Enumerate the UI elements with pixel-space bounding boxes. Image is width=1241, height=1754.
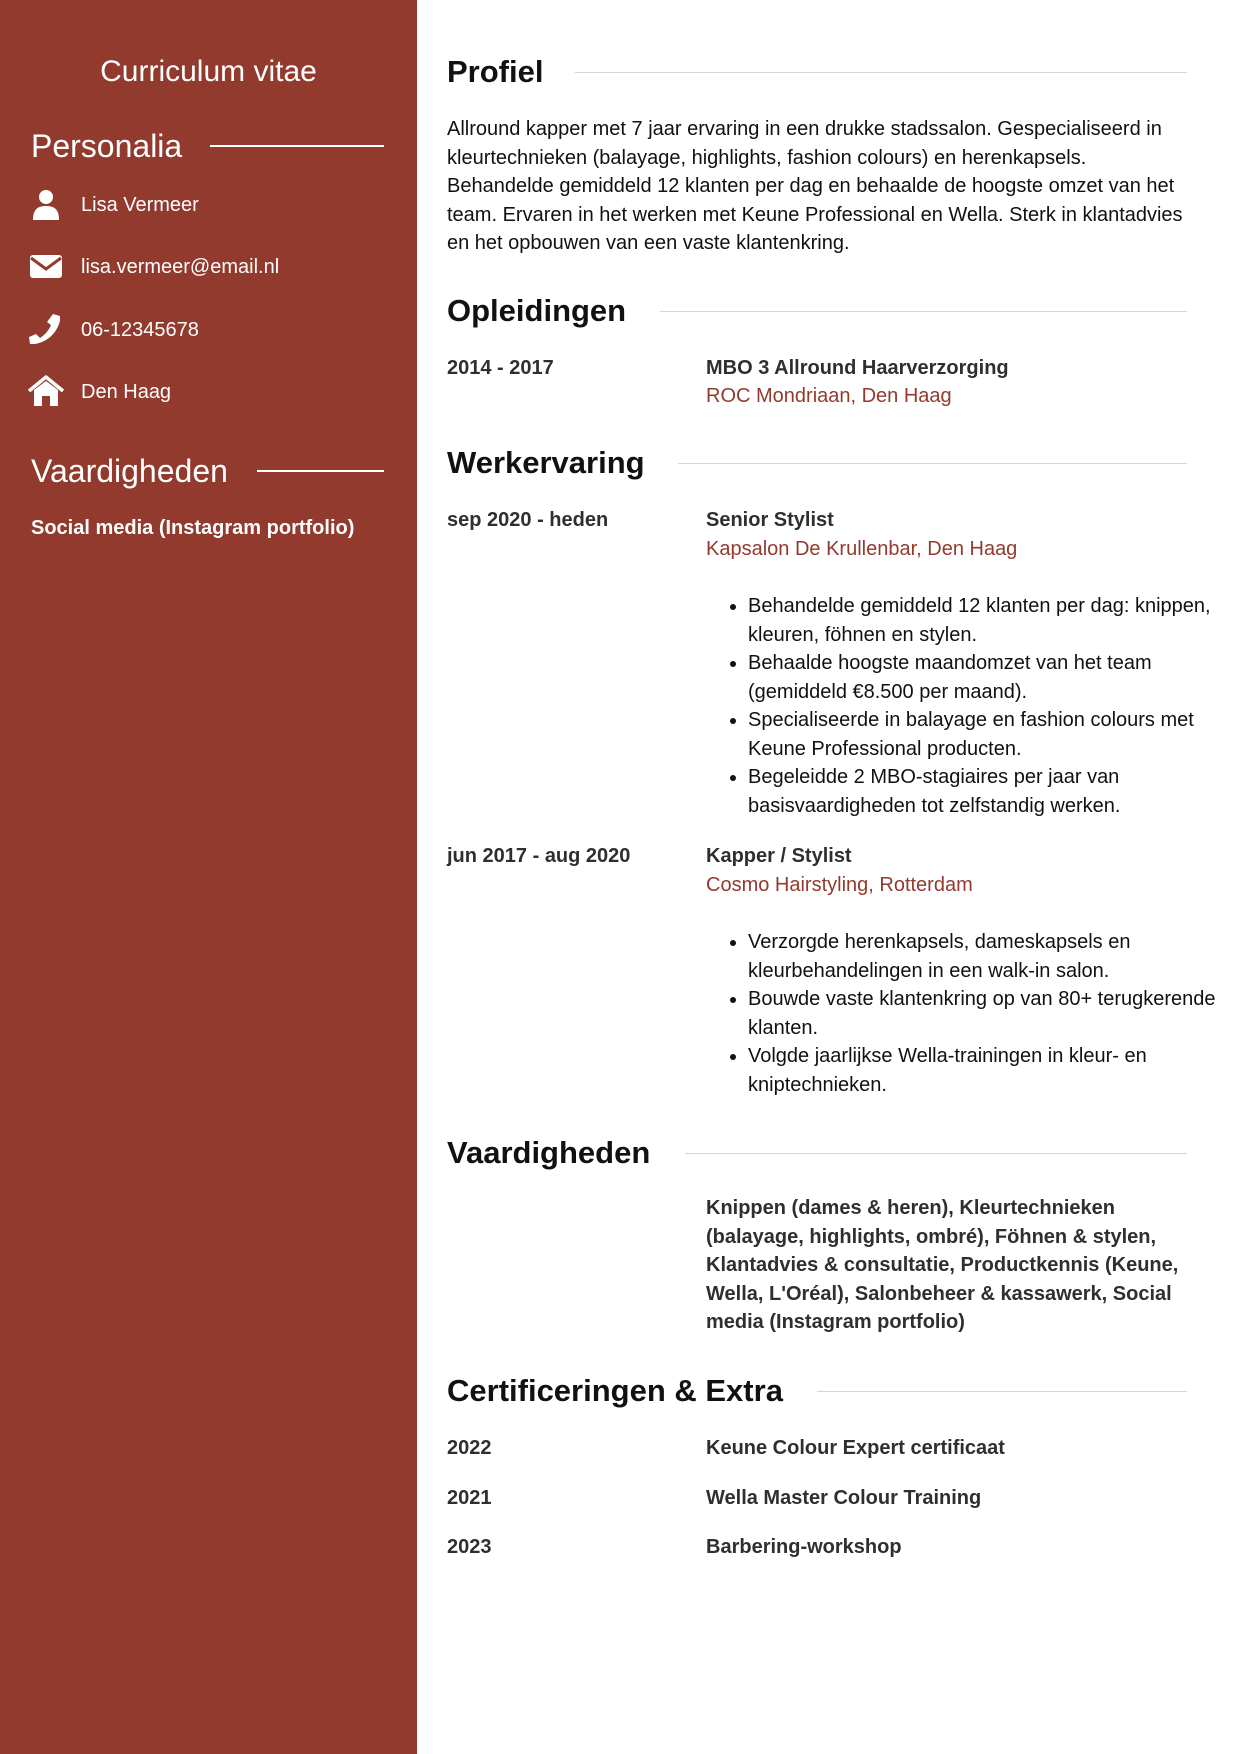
contact-email[interactable] bbox=[28, 246, 398, 286]
user-icon bbox=[28, 188, 64, 220]
contact-name bbox=[28, 184, 398, 224]
sidebar-skill-item: Social media (Instagram portfolio) bbox=[31, 517, 355, 539]
education-title: MBO 3 Allround Haarverzorging bbox=[706, 357, 1009, 379]
contact-name-text: Lisa Vermeer bbox=[81, 194, 199, 216]
education-rule bbox=[660, 311, 1187, 312]
job-1-bullets bbox=[706, 592, 1218, 820]
job-1-employer: Kapsalon De Krullenbar, Den Haag bbox=[706, 538, 1018, 560]
cv-title: Curriculum vitae bbox=[100, 55, 317, 88]
experience-rule bbox=[678, 463, 1187, 464]
job-1-date: sep 2020 - heden bbox=[447, 509, 609, 531]
contact-email-text[interactable]: lisa.vermeer@email.nl bbox=[81, 256, 280, 278]
skills-text: Knippen (dames & heren), Kleurtechnieken (balayage, highlights, ombré), Föhnen & stylen, Klantadvies & consultatie, Productkennis (Keune, Wella, L'Oréal), Salonbeheer & kassawerk, Social media (Instagram portfolio) bbox=[706, 1197, 1179, 1333]
job-2-title: Kapper / Stylist bbox=[706, 845, 852, 867]
sidebar bbox=[0, 0, 417, 1754]
list-item: • Volgde jaarlijkse Wella-trainingen in kleur- en kniptechnieken. bbox=[748, 1042, 1218, 1099]
phone-icon bbox=[28, 313, 64, 345]
profile-text: Allround kapper met 7 jaar ervaring in een drukke stadssalon. Gespecialiseerd in kleurtechnieken (balayage, highlights, fashion colours) en herenkapsels. Behandelde gemiddeld 12 klanten per dag en behaalde de hoogste omzet van het team. Ervaren in het werken met Keune Professional en Wella. Sterk in klantadvies en het opbouwen van een vaste klantenkring. bbox=[447, 118, 1183, 254]
cert-2-year: 2021 bbox=[447, 1487, 492, 1509]
experience-heading: Werkervaring bbox=[447, 445, 645, 480]
skills-heading: Vaardigheden bbox=[447, 1135, 651, 1170]
certifications-heading: Certificeringen & Extra bbox=[447, 1373, 783, 1408]
main-content bbox=[417, 0, 1241, 1754]
job-2-bullets bbox=[706, 928, 1218, 1099]
list-item: • Behandelde gemiddeld 12 klanten per dag: knippen, kleuren, föhnen en stylen. bbox=[748, 592, 1218, 649]
contact-phone[interactable] bbox=[28, 309, 398, 349]
personalia-heading: Personalia bbox=[31, 128, 183, 164]
cert-2-title: Wella Master Colour Training bbox=[706, 1487, 982, 1509]
list-item: • Behaalde hoogste maandomzet van het team (gemiddeld €8.500 per maand). bbox=[748, 649, 1218, 706]
home-icon bbox=[28, 375, 64, 407]
personalia-rule bbox=[210, 145, 384, 147]
education-date: 2014 - 2017 bbox=[447, 357, 554, 379]
education-institution: ROC Mondriaan, Den Haag bbox=[706, 385, 952, 407]
cert-3-title: Barbering-workshop bbox=[706, 1536, 902, 1558]
cert-1-title: Keune Colour Expert certificaat bbox=[706, 1437, 1005, 1459]
certifications-rule bbox=[817, 1391, 1187, 1392]
profile-rule bbox=[575, 72, 1187, 73]
contact-phone-text[interactable]: 06-12345678 bbox=[81, 319, 199, 341]
list-item: • Verzorgde herenkapsels, dameskapsels en kleurbehandelingen in een walk-in salon. bbox=[748, 928, 1218, 985]
contact-location bbox=[28, 371, 398, 411]
list-item: • Begeleidde 2 MBO-stagiaires per jaar van basisvaardigheden tot zelfstandig werken. bbox=[748, 763, 1218, 820]
job-2-employer: Cosmo Hairstyling, Rotterdam bbox=[706, 874, 973, 896]
sidebar-skills-heading: Vaardigheden bbox=[31, 453, 228, 489]
profile-heading: Profiel bbox=[447, 54, 544, 89]
education-heading: Opleidingen bbox=[447, 293, 627, 328]
job-2-date: jun 2017 - aug 2020 bbox=[447, 845, 631, 867]
cert-1-year: 2022 bbox=[447, 1437, 492, 1459]
list-item: • Bouwde vaste klantenkring op van 80+ terugkerende klanten. bbox=[748, 985, 1218, 1042]
envelope-icon bbox=[28, 250, 64, 282]
contact-location-text: Den Haag bbox=[81, 381, 172, 403]
job-1-title: Senior Stylist bbox=[706, 509, 834, 531]
cert-3-year: 2023 bbox=[447, 1536, 492, 1558]
sidebar-skills-rule bbox=[257, 470, 384, 472]
list-item: • Specialiseerde in balayage en fashion colours met Keune Professional producten. bbox=[748, 706, 1218, 763]
skills-rule bbox=[685, 1153, 1187, 1154]
